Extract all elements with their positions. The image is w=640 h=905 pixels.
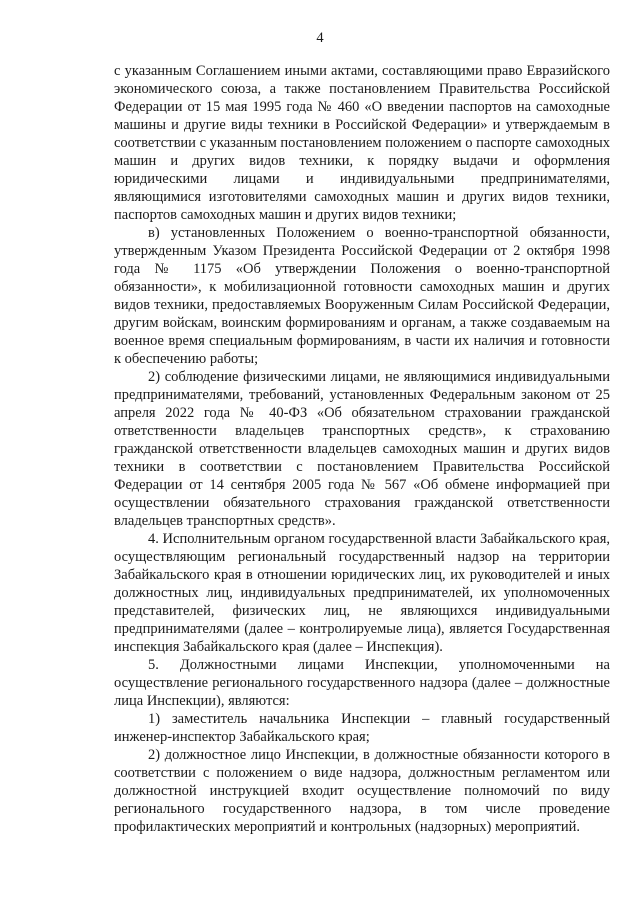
page-number: 4 xyxy=(316,30,324,46)
paragraph-continuation: с указанным Соглашением иными актами, составляющими право Евразийского экономического союза, а также постановлением Правительства Российской Федерации от 15 мая 1995 года № 460 «О введении паспортов на самоходные машины и другие виды техники в Российской Федерации» и утверждаемым в соответствии с указанным постановлением положением о паспорте самоходных машин и других видов техники, к порядку выдачи и оформления юридическими лицами и индивидуальными предпринимателями, являющимися изготовителями самоходных машин и других видов техники, паспортов самоходных машин и других видов техники; xyxy=(114,63,610,223)
paragraph-clause-4: 4. Исполнительным органом государственной власти Забайкальского края, осуществляющим региональный государственный надзор на территории Забайкальского края в отношении юридических лиц, их руководителей и иных должностных лиц, индивидуальных предпринимателей, их уполномоченных представителей, физических лиц, не являющихся индивидуальными предпринимателями (далее – контролируемые лица), является Государственная инспекция Забайкальского края (далее – Инспекция). xyxy=(114,531,610,655)
paragraph-item-2: 2) соблюдение физическими лицами, не являющимися индивидуальными предпринимателями, требований, установленных Федеральным законом от 25 апреля 2022 года № 40-ФЗ «Об обязательном страховании гражданской ответственности владельцев транспортных средств», к страхованию гражданской ответственности владельцев самоходных машин и других видов техники в соответствии с постановлением Правительства Российской Федерации от 14 сентября 2005 года № 567 «Об обмене информацией при осуществлении обязательного страхования гражданской ответственности владельцев транспортных средств». xyxy=(114,369,610,529)
paragraph-clause-5: 5. Должностными лицами Инспекции, уполномоченными на осуществление регионального государственного надзора (далее – должностные лица Инспекции), являются: xyxy=(114,657,610,709)
document-body xyxy=(114,62,610,836)
paragraph-subitem-2: 2) должностное лицо Инспекции, в должностные обязанности которого в соответствии с положением о виде надзора, должностным регламентом или должностной инструкцией входит осуществление полномочий по виду регионального государственного надзора, в том числе проведение профилактических мероприятий и контрольных (надзорных) мероприятий. xyxy=(114,747,610,835)
paragraph-item-v: в) установленных Положением о военно-транспортной обязанности, утвержденным Указом Президента Российской Федерации от 2 октября 1998 года № 1175 «Об утверждении Положения о военно-транспортной обязанности», к мобилизационной готовности самоходных машин и других видов техники, предоставляемых Вооруженным Силам Российской Федерации, другим войскам, воинским формированиям и органам, а также создаваемым на военное время специальным формированиям, в части их наличия и готовности к обеспечению работы; xyxy=(114,225,610,367)
paragraph-subitem-1: 1) заместитель начальника Инспекции – главный государственный инженер-инспектор Забайкальского края; xyxy=(114,711,610,745)
